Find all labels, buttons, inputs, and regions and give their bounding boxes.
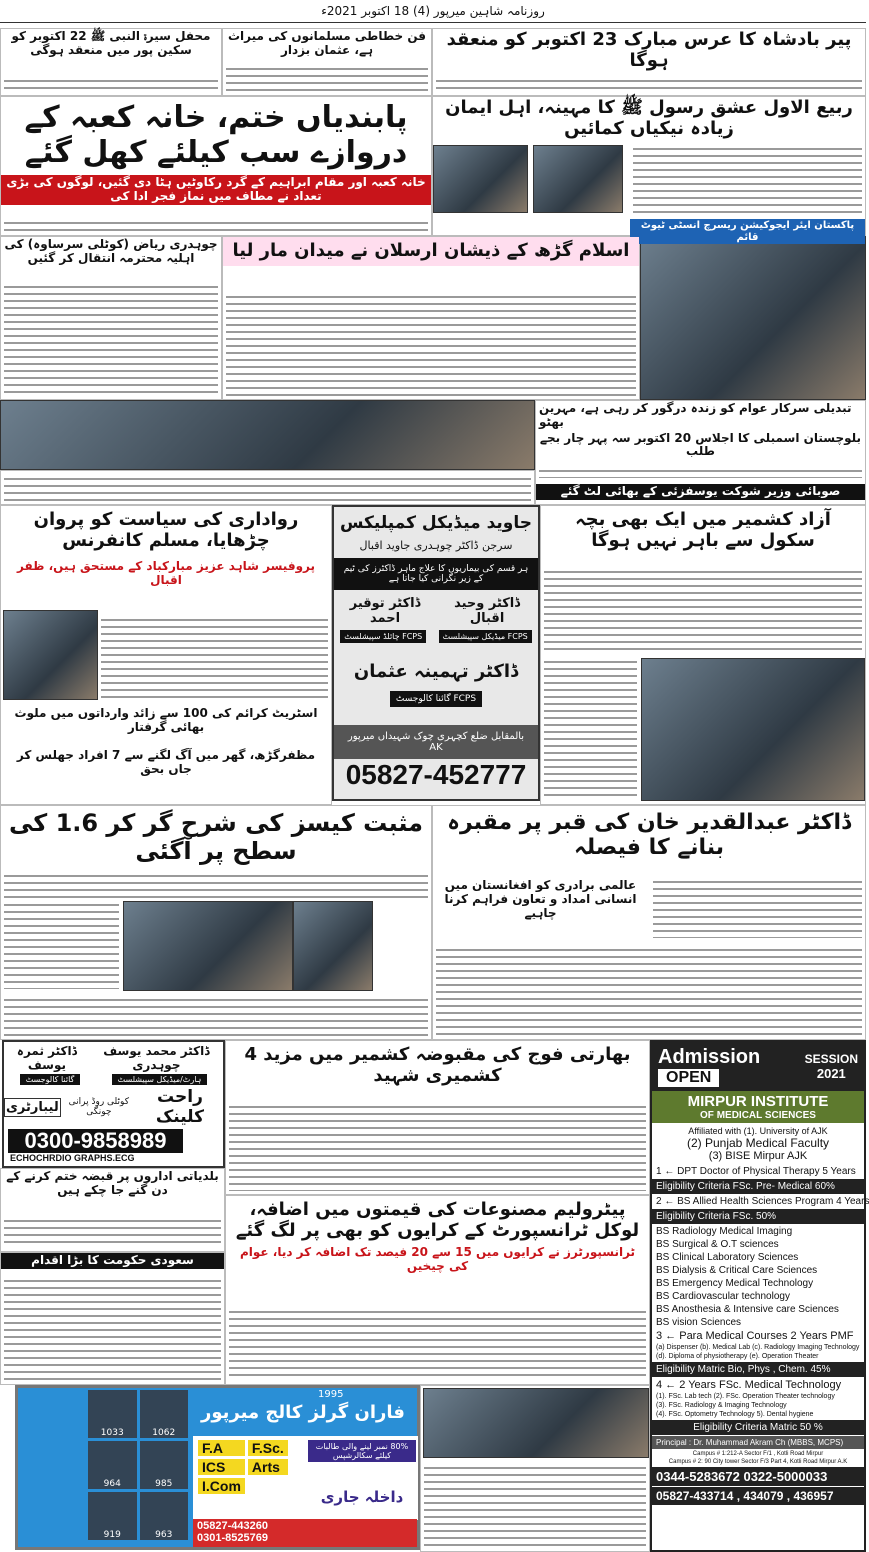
headline: محفل سیرۃ النبی ﷺ 22 اکتوبر کو سکین پور میں منعقد ہوگی bbox=[1, 29, 221, 59]
headline: ربیع الاول عشق رسول ﷺ کا مہینہ، اہل ایمان زیادہ نیکیاں کمائیں bbox=[433, 97, 865, 140]
lab-label: لیبارٹری bbox=[6, 1099, 59, 1115]
headline: چوہدری ریاض (کوٹلی سرساوہ) کی اہلیہ محترمہ انتقال کر گئیں bbox=[1, 237, 221, 267]
rahat-clinic-ad bbox=[2, 1040, 225, 1168]
ad-title: جاوید میڈیکل کمپلیکس bbox=[340, 513, 532, 533]
bs-program: BS vision Sciences bbox=[656, 1317, 742, 1328]
program-1: 1 ← DPT Doctor of Physical Therapy 5 Years bbox=[656, 1166, 856, 1177]
bs-program: BS Surgical & O.T sciences bbox=[656, 1239, 779, 1250]
article-covid bbox=[0, 805, 432, 1040]
article-local-bodies bbox=[0, 1168, 225, 1252]
institute-subtitle: OF MEDICAL SCIENCES bbox=[700, 1110, 816, 1121]
headline: سعودی حکومت کا بڑا اقدام bbox=[1, 1253, 224, 1269]
lead-headline: پابندیاں ختم، خانہ کعبہ کے دروازے سب کیلئے کھل گئے bbox=[1, 97, 431, 171]
ad-surgeon: سرجن ڈاکٹر چوہدری جاوید اقبال bbox=[359, 539, 513, 552]
person-photo bbox=[3, 610, 98, 700]
article-seerat bbox=[0, 28, 222, 96]
session-year: 2021 bbox=[816, 1066, 846, 1081]
headline: بلدیاتی اداروں پر قبضہ ختم کرنے کے دن گنے جا چکے ہیں bbox=[1, 1169, 224, 1199]
doctor-role: FCPS گائنا کالوجسٹ bbox=[390, 691, 482, 707]
bs-program: BS Cardiovascular technology bbox=[656, 1291, 790, 1302]
lead-subheadline: خانہ کعبہ اور مقام ابراہیم کے گرد رکاوٹیں ہٹا دی گئیں، لوگوں کی بڑی تعداد نے مطاف میں نماز فجر ادا کی bbox=[1, 175, 431, 205]
headline: فن خطاطی مسلمانوں کی میراث ہے، عثمان بزدار bbox=[223, 29, 431, 59]
principal: Principal : Dr. Muhammad Akram Ch (MBBS, MCPS) bbox=[652, 1436, 864, 1449]
doctor-name: ڈاکٹر محمد یوسف چوہدری bbox=[103, 1044, 210, 1072]
campus-address: Campus # 2: 90 City tower Sector F/3 Part 4, Kotli Road Mirpur A.K bbox=[668, 1459, 848, 1465]
article-rawadari bbox=[0, 505, 332, 805]
clinic-phone: 0300-9858989 bbox=[8, 1129, 183, 1153]
phone: 0344-5283672 0322-5000033 bbox=[652, 1467, 864, 1486]
dateline: روزنامہ شاہین میرپور (4) 18 اکتوبر 2021ء bbox=[0, 4, 866, 23]
article-rabi bbox=[432, 96, 866, 243]
headline: پیر بادشاہ کا عرس مبارک 23 اکتوبر کو منعقد ہوگا bbox=[433, 29, 865, 72]
program-4: 4 ← 2 Years FSc. Medical Technology bbox=[656, 1379, 842, 1391]
headline: پاکستان ایئر ایجوکیشن ریسرچ انسٹی ٹیوٹ قائم bbox=[630, 219, 865, 244]
student-score: 963 bbox=[140, 1492, 189, 1540]
photo-caption-area bbox=[0, 470, 535, 505]
admission-open: داخلہ جاری bbox=[320, 1488, 404, 1506]
doctor-name: ڈاکٹر وحید اقبال bbox=[454, 596, 521, 626]
bs-program: BS Anosthesia & Intensive care Sciences bbox=[656, 1304, 839, 1315]
session-label: SESSION bbox=[804, 1052, 858, 1066]
article-riaz bbox=[0, 236, 222, 400]
headline: عالمی برادری کو افغانستان میں انسانی امداد و تعاون فراہم کرنا چاہیے bbox=[433, 878, 648, 921]
student-score: 1062 bbox=[140, 1390, 189, 1438]
program-2: 2 ← BS Allied Health Sciences Program 4 Years bbox=[656, 1196, 869, 1207]
phone: 0301-8525769 bbox=[197, 1532, 268, 1544]
article-islamgarh bbox=[222, 236, 640, 400]
scholarship-badge: 80% نمبر لینے والی طالبات کیلئے سکالرشپس bbox=[308, 1440, 416, 1462]
program-item: (4). FSc. Optometry Technology 5). Dental hygiene bbox=[656, 1411, 814, 1418]
bs-program: BS Dialysis & Critical Care Sciences bbox=[656, 1265, 818, 1276]
doctor-role: گائنا کالوجسٹ bbox=[20, 1074, 81, 1085]
headline: آزاد کشمیر میں ایک بھی بچہ سکول سے باہر نہیں ہوگا bbox=[541, 506, 865, 555]
program-3: 3 ← Para Medical Courses 2 Years PMF bbox=[656, 1330, 854, 1342]
grave-photo bbox=[641, 658, 865, 801]
clinic-address: کوٹلی روڈ پرانی چونگی bbox=[68, 1097, 129, 1117]
headline: اسلام گڑھ کے ذیشان ارسلان نے میدان مار لیا bbox=[223, 237, 639, 266]
course-tag: Arts bbox=[248, 1459, 288, 1475]
doctor-name: ڈاکٹر ثمرہ یوسف bbox=[16, 1044, 77, 1072]
headline: مثبت کیسز کی شرح گر کر 1.6 کی سطح پر آگئی bbox=[1, 806, 431, 869]
program-item: (1). FSc. Lab tech (2). FSc. Operation Theater technology bbox=[656, 1393, 835, 1400]
bs-program: BS Emergency Medical Technology bbox=[656, 1278, 814, 1289]
admission-title: Admission bbox=[658, 1046, 761, 1068]
subheadline: ٹرانسپورٹرز نے کرایوں میں 15 سے 20 فیصد تک اضافہ کر دیا، عوام کی چیخیں bbox=[226, 1245, 649, 1275]
eligibility: Eligibility Criteria Matric 50 % bbox=[652, 1420, 864, 1435]
article-kaaba bbox=[0, 96, 432, 236]
headline: بھارتی فوج کی مقبوضہ کشمیر میں مزید 4 کشمیری شہید bbox=[226, 1041, 649, 1090]
course-tag: F.A bbox=[198, 1440, 245, 1456]
person-photo bbox=[293, 901, 373, 991]
course-tag: F.Sc. bbox=[248, 1440, 288, 1456]
college-name: فاران گرلز کالج میرپور bbox=[201, 1402, 405, 1423]
person-photo bbox=[533, 145, 623, 213]
eligibility: Eligibility Matric Bio, Phys , Chem. 45% bbox=[652, 1362, 864, 1377]
faran-college-ad bbox=[15, 1385, 420, 1550]
headline: صوبائی وزیر شوکت یوسفزئی کے بھائی لٹ گئے bbox=[536, 484, 865, 500]
ad-tagline: ہر قسم کی بیماریوں کا علاج ماہر ڈاکٹرز کی ٹیم کے زیر نگرانی کیا جاتا ہے bbox=[334, 558, 538, 590]
article-kashmir bbox=[225, 1040, 650, 1195]
affiliation: (3) BISE Mirpur AJK bbox=[708, 1150, 808, 1162]
campus-address: Campus # 1:212-A Sector F/1 , Kotli Road Mirpur bbox=[692, 1451, 824, 1457]
article-petrol bbox=[225, 1195, 650, 1385]
course-tag: I.Com bbox=[198, 1478, 245, 1494]
doctor-role: FCPS چائلڈ سپیشلسٹ bbox=[340, 630, 426, 643]
javed-medical-ad bbox=[332, 505, 540, 801]
phone: 05827-433714 , 434079 , 436957 bbox=[652, 1487, 864, 1505]
affiliation: (2) Punjab Medical Faculty bbox=[686, 1136, 830, 1150]
ad-address: بالمقابل ضلع کچہری چوک شہیداں میرپور AK bbox=[334, 725, 538, 759]
ad-phone: 05827-452777 bbox=[345, 759, 527, 790]
article-saudi bbox=[0, 1252, 225, 1385]
group-photo bbox=[123, 901, 293, 991]
clinic-name: راحت کلینک bbox=[155, 1087, 205, 1127]
student-score: 985 bbox=[140, 1441, 189, 1489]
affiliation: Affiliated with (1). University of AJK bbox=[688, 1126, 828, 1136]
open-label: OPEN bbox=[658, 1069, 719, 1087]
article-bottom bbox=[420, 1385, 650, 1552]
headline: تبدیلی سرکار عوام کو زندہ درگور کر رہی ہے، مہرین بھٹو bbox=[536, 401, 865, 431]
program-item: (d). Diploma of physiotherapy (e). Operation Theater bbox=[656, 1353, 819, 1360]
article-qadeer bbox=[432, 805, 866, 1040]
program-item: (3). FSc. Radiology & Imaging Technology bbox=[656, 1402, 787, 1409]
headline: رواداری کی سیاست کو پروان چڑھایا، مسلم کانفرنس bbox=[1, 506, 331, 555]
article-urs bbox=[432, 28, 866, 96]
mirpur-institute-ad bbox=[650, 1040, 869, 1552]
gathering-photo bbox=[0, 400, 535, 470]
headline: بلوچستان اسمبلی کا اجلاس 20 اکتوبر سہ پہر چار بجے طلب bbox=[536, 431, 865, 461]
article-school bbox=[540, 505, 866, 805]
headline: پروفیسر شاہد عزیز مبارکباد کے مستحق ہیں، ظفر اقبال bbox=[1, 559, 331, 589]
eligibility: Eligibility Criteria FSc. Pre- Medical 60% bbox=[652, 1179, 864, 1194]
doctor-role: FCPS میڈیکل سپیشلسٹ bbox=[439, 630, 532, 643]
student-score: 1033 bbox=[88, 1390, 137, 1438]
news-photo bbox=[640, 236, 866, 400]
headline: پیٹرولیم مصنوعات کی قیمتوں میں اضافہ، لوکل ٹرانسپورٹ کے کرایوں کو بھی پر لگ گئے bbox=[226, 1196, 649, 1245]
program-item: (a) Dispenser (b). Medical Lab (c). Radiology Imaging Technology bbox=[656, 1344, 860, 1351]
headline: اسٹریٹ کرائم کی 100 سے زائد وارداتوں میں ملوث بھائی گرفتار bbox=[1, 706, 331, 736]
article-balochistan bbox=[535, 400, 866, 505]
course-tag: ICS bbox=[198, 1459, 245, 1475]
bs-program: BS Clinical Laboratory Sciences bbox=[656, 1252, 799, 1263]
news-photo bbox=[423, 1388, 649, 1458]
doctor-name: ڈاکٹر توقیر احمد bbox=[349, 596, 421, 626]
eligibility: Eligibility Criteria FSc. 50% bbox=[652, 1209, 864, 1224]
institute-name: MIRPUR INSTITUTE bbox=[687, 1093, 829, 1110]
clinic-services: ECHOCHRDIO GRAPHS.ECG bbox=[10, 1153, 135, 1164]
article-calligraphy bbox=[222, 28, 432, 96]
since-year: 1995 bbox=[318, 1389, 344, 1400]
phone: 05827-443260 bbox=[197, 1520, 268, 1532]
headline: ڈاکٹر عبدالقدیر خان کی قبر پر مقبرہ بنانے کا فیصلہ bbox=[433, 806, 865, 865]
bs-program: BS Radiology Medical Imaging bbox=[656, 1226, 793, 1237]
headline: مظفرگڑھ، گھر میں آگ لگنے سے 7 افراد جھلس کر جاں بحق bbox=[1, 748, 331, 778]
student-score: 919 bbox=[88, 1492, 137, 1540]
person-photo bbox=[433, 145, 528, 213]
student-score: 964 bbox=[88, 1441, 137, 1489]
doctor-role: ہارٹ/میڈیکل سپیشلسٹ bbox=[112, 1074, 208, 1085]
doctor-name: ڈاکٹر تہمینہ عثمان bbox=[353, 661, 519, 682]
